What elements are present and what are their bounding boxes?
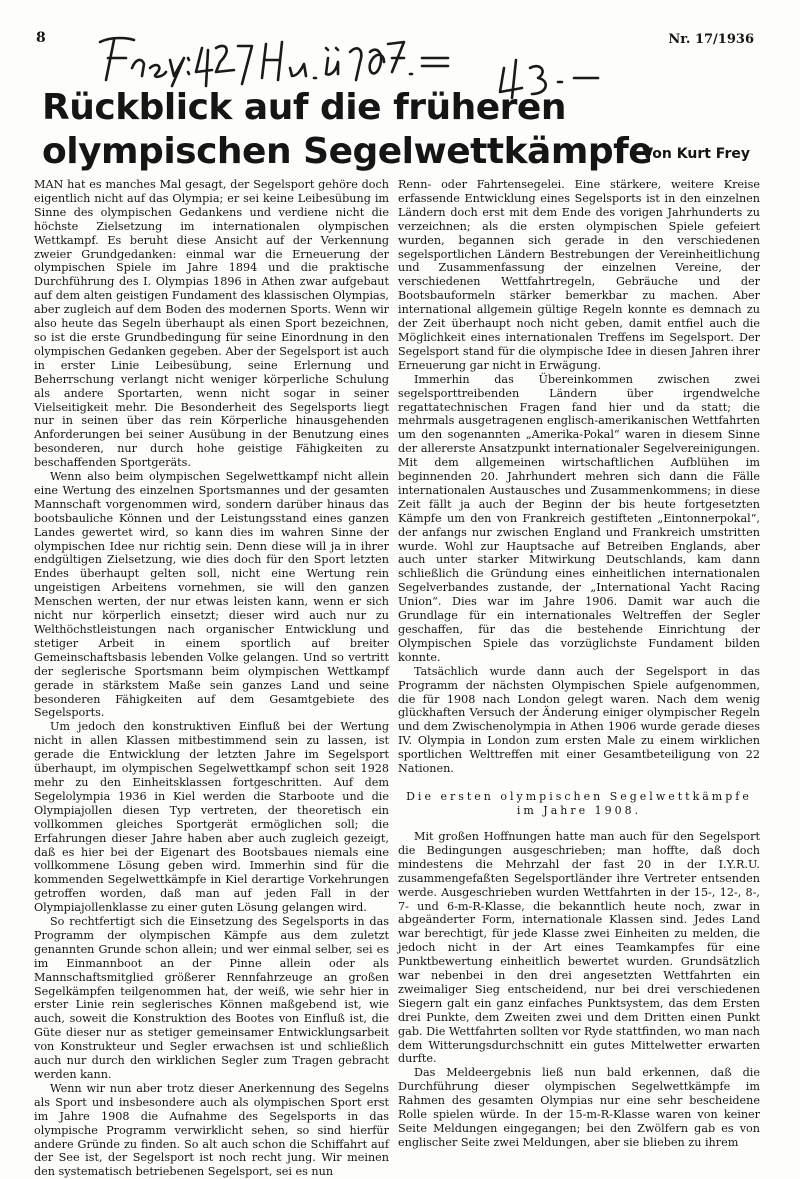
paragraph: Renn- oder Fahrtensegelei. Eine stärkere, weitere Kreise erfassende Entwicklung eines Segelsports ist in den einzelnen Ländern doch erst mit dem Ende des vorigen Jahrhunderts zu verzeichnen; als die ersten olympischen Spiele gefeiert wurden, begannen sich gerade in den verschiedenen segelsportlichen Ländern Bestrebungen der Vereinheitlichung und Zusammenfassung der einzelnen Vereine, der verschiedenen Wettfahrtregeln, Gebräuche und der Bootsbauformeln stärker bemerkbar zu machen. Aber international allgemein gültige Regeln konnte es demnach zu der Zeit überhaupt noch nicht geben, damit entfiel auch die Möglichkeit eines internationalen Treffens im Segelsport. Der Segelsport stand für die olympische Idee in diesen Jahren ihrer Erneuerung gar nicht in Erwägung. [398, 178, 760, 372]
body-text: MAN hat es manches Mal gesagt, der Segelsport gehöre doch eigentlich nicht auf das Olympia; er sei keine Leibesübung im Sinne des olympischen Gedankens und verdiene nicht die höchste Zielsetzung im internationalen olympischen Wettkampf. Es beruht diese Ansicht auf der Verkennung zweier Grundgedanken: einmal war die Erneuerung der olympischen Spiele im Jahre 1894 und die praktische Durchführung des I. Olympias 1896 in Athen zwar aufgebaut auf dem alten geistigen Fundament des klassischen Olympias, aber zugleich auf dem Boden des modernen Sports. Wenn wir also heute das Segeln überhaupt als einen Sport bezeichnen, so ist die erste Grundbedingung für seine Einordnung in den olympischen Gedanken gegeben. Aber der Segelsport ist auch in erster Linie Leibesübung, seine Erlernung und Beherrschung verlangt nicht weniger körperliche Schulung als andere Sportarten, wenn nicht sogar in seiner Vielseitigkeit mehr. Die Besonderheit des Segelsports liegt nur in seinen über das rein Körperliche hinausgehenden Anforderungen bei seiner Ausübung in der Benutzung eines besonderen, nur durch hohe geistige Fähigkeiten zu beschaffenden Sportgeräts. [34, 178, 389, 470]
paragraph: Wenn wir nun aber trotz dieser Anerkennung des Segelns als Sport und insbesondere auch als olympischen Sport erst im Jahre 1908 die Aufnahme des Segelsports in das olympische Programm verwirklicht sehen, so sind hierfür andere Gründe zu finden. So alt auch schon die Schiffahrt auf der See ist, der Segelsport ist noch recht jung. Wir meinen den systematisch betriebenen Segelsport, sei es nun [34, 1081, 389, 1179]
paragraph: Mit großen Hoffnungen hatte man auch für den Segelsport die Bedingungen ausgeschrieben; man hoffte, daß doch mindestens die Mehrzahl der fast 20 in der I.Y.R.U. zusammengefaßten Segelsportländer ihre Vertreter entsenden werde. Ausgeschrieben wurden Wettfahrten in der 15-, 12-, 8-, 7- und 6-m-R-Klasse, die bekanntlich heute noch, zwar in abgeänderter Form, internationale Klassen sind. Jedes Land war berechtigt, für jede Klasse zwei Einheiten zu melden, die jedoch nicht in der Art eines Teamkampfes für eine Punktbewertung einheitlich bewertet wurden. Grundsätzlich war nebenbei in den drei angesetzten Wettfahrten ein zweimaliger Sieg entscheidend, nur bei drei verschiedenen Siegern galt ein ganz einfaches Punktsystem, das dem Ersten drei Punkte, dem Zweiten zwei und dem Dritten einen Punkt gab. Die Wettfahrten sollten vor Ryde stattfinden, wo man nach dem Witterungsdurchschnitt ein gutes Mittelwetter erwarten durfte. [398, 829, 760, 1066]
section-heading: Die ersten olympischen Segelwettkämpfe im Jahre 1908. [406, 789, 752, 817]
paragraph: Um jedoch den konstruktiven Einfluß bei der Wertung nicht in allen Klassen mitbestimmend sein zu lassen, ist gerade die Entwicklung der letzten Jahre im Segelsport überhaupt, im olympischen Segelwettkampf schon seit 1928 mehr zu den Einheitsklassen fortgeschritten. Auf dem Segelolympia 1936 in Kiel werden die Starboote und die Olympiajollen diesen Typ vertreten, der theoretisch ein vollkommen gleiches Sportgerät ermöglichen soll; die Erfahrungen dieser Jahre haben aber auch zugleich gezeigt, daß es hier bei der Eigenart des Bootsbaues niemals eine vollkommene Lösung geben wird. Immerhin sind für die kommenden Segelwettkämpfe in Kiel derartige Vorkehrungen getroffen worden, daß man auf jeden Fall in der Olympiajollenklasse zu einer guten Lösung gelangen wird. [34, 720, 389, 915]
right-column [398, 178, 760, 1150]
left-column [34, 178, 389, 1179]
paragraph: Tatsächlich wurde dann auch der Segelsport in das Programm der nächsten Olympischen Spiele aufgenommen, die für 1908 nach London gelegt waren. Nach dem wenig glückhaften Versuch der Änderung einiger olympischer Regeln und dem Zwischenolympia in Athen 1906 wurde gerade dieses IV. Olympia in London zum ersten Male zu einem wirklichen sportlichen Welttreffen mit einer Gesamtbeteiligung von 22 Nationen. [398, 664, 760, 776]
article-title: Rückblick auf die früheren olympischen Segelwettkämpfe [42, 87, 653, 172]
paragraph [34, 178, 389, 470]
paragraph: Immerhin das Übereinkommen zwischen zwei segelsporttreibenden Ländern über irgendwelche regattatechnischen Fragen fand hier und da statt; die mehrmals ausgetragenen englisch-amerikanischen Wettfahrten um den sogenannten „Amerika-Pokal“ waren in diesem Sinne der allererste Ansatzpunkt internationaler Segelvereinigungen. Mit dem allgemeinen wirtschaftlichen Aufblühen im beginnenden 20. Jahrhundert mehren sich dann die Fälle internationalen Austausches und Zusammenkommens; in diese Zeit fällt ja auch der Beginn der bis heute fortgesetzten Kämpfe um den von Frankreich gestifteten „Eintonnerpokal“, der anfangs nur zwischen England und Frankreich umstritten wurde. Wohl zur Hauptsache auf Betreiben Englands, aber auch unter starker Mitwirkung Deutschlands, kam dann schließlich die Gründung eines einheitlichen internationalen Segelverbandes zustande, der „International Yacht Racing Union“. Dies war im Jahre 1906. Damit war auch die Grundlage für ein internationales Weltreffen der Segler geschaffen, für das die bestehende Einrichtung der Olympischen Spiele das vorzüglichste Fundament bilden konnte. [398, 372, 760, 664]
paragraph: Das Meldeergebnis ließ nun bald erkennen, daß die Durchführung dieser olympischen Segelwettkämpfe im Rahmen des gesamten Olympias nur eine sehr bescheidene Rolle spielen würde. In der 15-m-R-Klasse waren von keiner Seite Meldungen eingegangen; bei den Zwölfern gab es von englischer Seite zwei Meldungen, aber sie blieben zu ihrem [398, 1066, 760, 1149]
issue-number: Nr. 17/1936 [668, 32, 754, 47]
paragraph: Wenn also beim olympischen Segelwettkampf nicht allein eine Wertung des einzelnen Sportsmannes und der gesamten Mannschaft vorgenommen wird, sondern darüber hinaus das bootsbauliche Können und der Leistungsstand eines ganzen Landes gewertet wird, so kann dies im wahren Sinne der olympischen Idee nur richtig sein. Denn diese will ja in ihrer endgültigen Zielsetzung, wie dies doch für den Sport letzten Endes überhaupt gelten soll, nicht eine Wertung rein ungeistigen Arbeitens vornehmen, sie will den ganzen Menschen werten, der nur etwas leisten kann, wenn er sich nicht nur körperlich einsetzt; dieser wird auch nur zu Welthöchstleistungen nach organischer Entwicklung und stetiger Arbeit in einem sportlich auf breiter Gemeinschaftsbasis lebenden Volke gelangen. Und so vertritt der seglerische Sportsmann beim olympischen Wettkampf gerade in stärkstem Maße sein ganzes Land und seine besonderen Fähigkeiten auf dem Gesamtgebiete des Segelsports. [34, 470, 389, 720]
page-number: 8 [36, 30, 46, 46]
paragraph: So rechtfertigt sich die Einsetzung des Segelsports in das Programm der olympischen Kämpfe aus dem zuletzt genannten Grunde schon allein; und wer einmal selber, sei es im Einmannboot an der Pinne allein oder als Mannschaftsmitglied größerer Rennfahrzeuge an großen Segelkämpfen teilgenommen hat, der weiß, wie sehr hier in erster Linie rein seglerisches Können maßgebend ist, wie auch, soweit die Konstruktion des Bootes von Einfluß ist, die Güte dieser nur as stetiger gemeinsamer Entwicklungsarbeit von Konstrukteur und Segler erwachsen ist und schließlich auch nur durch den wirklichen Segler zum Tragen gebracht werden kann. [34, 915, 389, 1081]
article-author: Von Kurt Frey [642, 146, 750, 162]
handwritten-note [92, 28, 452, 88]
